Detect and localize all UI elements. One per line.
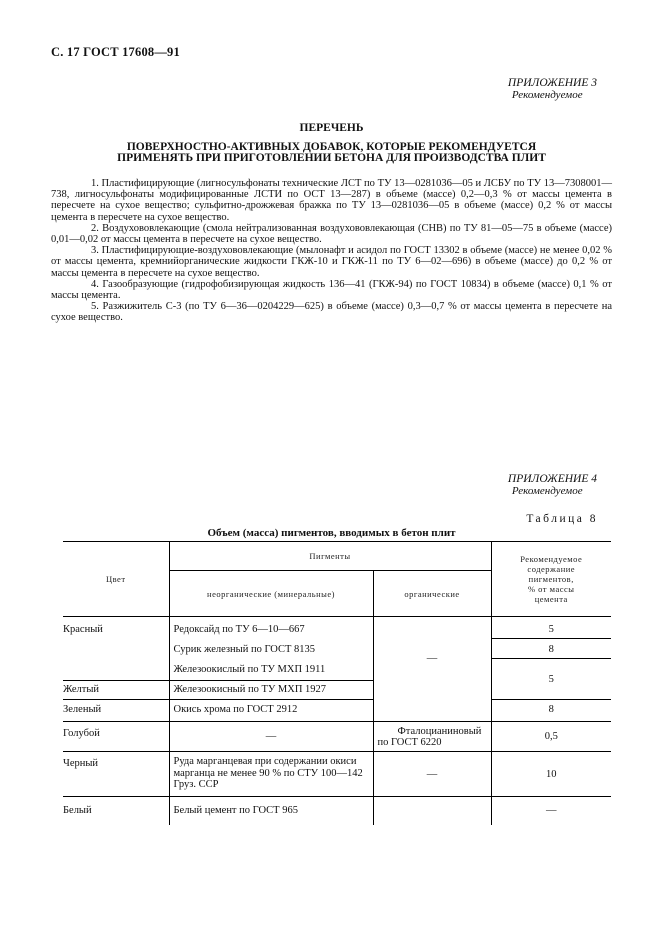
table-row [63,659,611,681]
list-subtitle-line-2: ПРИМЕНЯТЬ ПРИ ПРИГОТОВЛЕНИИ БЕТОНА ДЛЯ ПРОИЗВОДСТВА ПЛИТ [117,152,546,164]
cell-organic [373,797,491,825]
cell-organic: — [373,617,491,700]
appendix-3 [508,77,597,101]
additive-paragraph-1: 1. Пластифицирующие (лигносульфонаты технические ЛСТ по ТУ 13—0281036—05 и ЛСБУ по ТУ 13—7308001—738, лигносульфонаты модифицированные ЛСТИ по ОСТ 13—287) в объеме (массе) 0,2—0,3 % от массы цемента в пересчете на сухое вещество; сульфитно-дрожжевая бражка по ТУ 13—0281036—05 в объеме (массе) 0,2 % от массы цемента в пересчете на сухое вещество. [51,178,612,223]
cell-color: Зеленый [63,700,169,722]
cell-organic [373,700,491,722]
list-title: ПЕРЕЧЕНЬ [299,122,364,134]
table-row [63,639,611,659]
cell-inorganic: — [169,722,373,752]
table-number: Таблица 8 [526,513,598,525]
table-row [63,617,611,639]
cell-inorganic: Окись хрома по ГОСТ 2912 [169,700,373,722]
header-recommended-line-1: Рекомендуемое [520,554,583,564]
header-recommended-line-4: % от массы [527,584,575,594]
cell-organic-line-1: Фталоцианиновый [397,726,482,737]
cell-inorganic: Белый цемент по ГОСТ 965 [169,797,373,825]
appendix-3-status: Рекомендуемое [511,89,583,101]
cell-inorganic: Сурик железный по ГОСТ 8135 [169,639,373,659]
cell-color: Желтый [63,681,169,700]
header-color: Цвет [63,542,169,617]
header-recommended-line-5: цемента [534,594,568,604]
cell-organic-line-2: по ГОСТ 6220 [377,737,442,748]
additive-paragraph-3: 3. Пластифицирующие-воздухововлекающие (мылонафт и асидол по ГОСТ 13302 в объеме (массе) не менее 0,02 % от массы цемента, кремнийорганические жидкости ГКЖ-10 и ГКЖ-11 по ТУ 6—02—696) в объеме (массе) до 0,2 % от массы цемента в пересчете на сухое вещество. [51,245,612,279]
header-organic: органические [373,571,491,617]
additive-paragraph-5: 5. Разжижитель С-3 (по ТУ 6—36—0204229—625) в объеме (массе) 0,3—0,7 % от массы цемента в пересчете на сухое вещество. [51,301,612,324]
additive-paragraph-4: 4. Газообразующие (гидрофобизирующая жидкость 136—41 (ГКЖ-94) по ГОСТ 10834) в объеме (массе) 0,1 % от массы цемента. [51,278,612,302]
table-row [63,722,611,752]
cell-inorganic: Железоокисный по ТУ МХП 1927 [169,681,373,700]
table-caption: Объем (масса) пигментов, вводимых в бетон плит [207,527,456,539]
cell-value: 0,5 [491,722,611,752]
cell-organic: — [373,752,491,797]
cell-inorganic-line-2: марганца не менее 90 % по СТУ 100—142 [173,767,363,779]
pigments-table [63,541,611,825]
cell-value: 5 [491,659,611,700]
appendix-4-status: Рекомендуемое [511,485,583,497]
appendix-4-label: ПРИЛОЖЕНИЕ 4 [507,473,597,485]
header-inorganic: неорганические (минеральные) [169,571,373,617]
cell-organic [373,722,491,752]
appendix-4 [508,473,597,497]
cell-color: Черный [63,752,169,797]
cell-inorganic [169,752,373,797]
additive-paragraph-2: 2. Воздухововлекающие (смола нейтрализованная воздухововлекающая (СНВ) по ТУ 81—05—75 в объеме (массе) 0,01—0,02 от массы цемента в пересчете на сухое вещество. [51,222,612,246]
cell-color: Голубой [63,722,169,752]
cell-value: 8 [491,700,611,722]
cell-value: 8 [491,639,611,659]
cell-inorganic-line-3: Груз. ССР [173,779,219,790]
table-row [63,700,611,722]
additives-list [51,178,612,324]
header-recommended-line-2: содержание [527,564,576,574]
table-row [63,752,611,797]
cell-value: 10 [491,752,611,797]
page-header: С. 17 ГОСТ 17608—91 [51,45,180,59]
cell-value: 5 [491,617,611,639]
cell-inorganic: Железоокислый по ТУ МХП 1911 [169,659,373,681]
cell-value: — [546,805,557,816]
header-pigments: Пигменты [169,542,491,571]
table-row [63,797,611,825]
cell-color: Белый [63,797,169,825]
cell-inorganic: Редоксайд по ТУ 6—10—667 [169,617,373,639]
header-recommended-line-3: пигментов, [528,574,574,584]
cell-color: Красный [63,617,169,639]
appendix-3-label: ПРИЛОЖЕНИЕ 3 [507,77,597,89]
list-subtitle-line-1: ПОВЕРХНОСТНО-АКТИВНЫХ ДОБАВОК, КОТОРЫЕ РЕКОМЕНДУЕТСЯ [126,141,537,153]
cell-inorganic-line-1: Руда марганцевая при содержании окиси [173,756,357,767]
header-recommended [491,542,611,617]
